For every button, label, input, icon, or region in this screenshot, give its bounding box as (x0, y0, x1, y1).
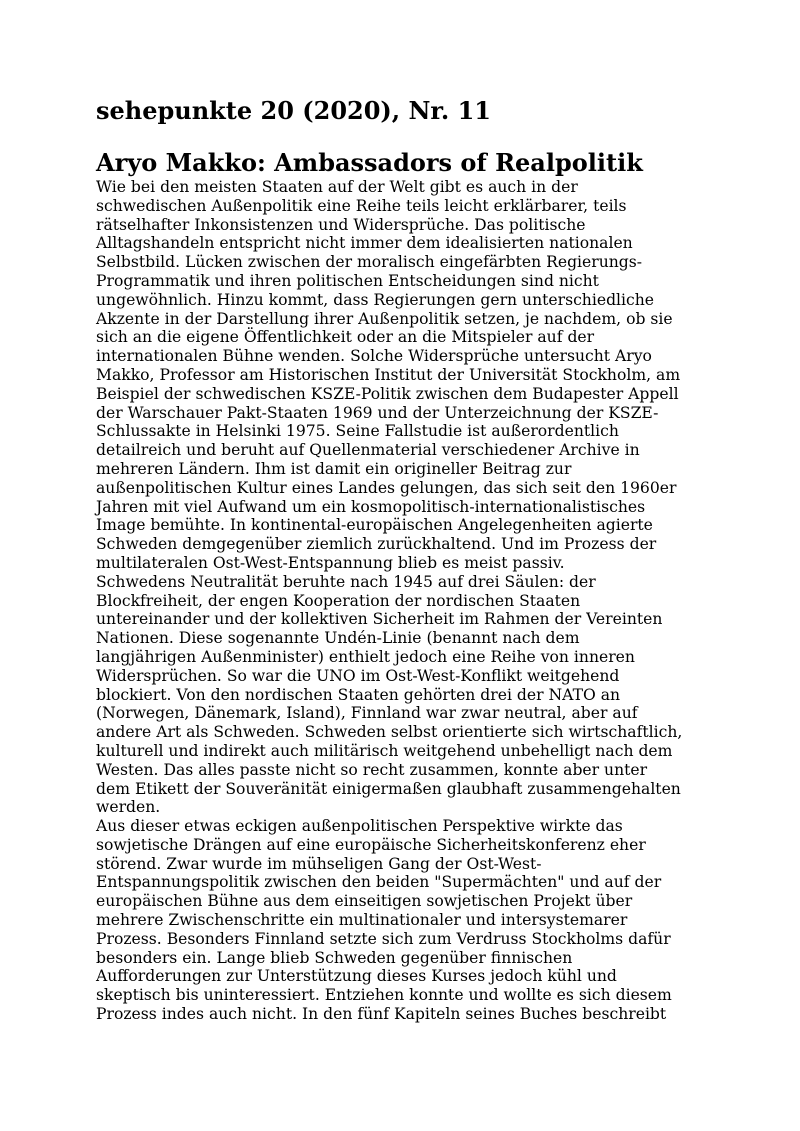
paragraph-line: Entspannungspolitik zwischen den beiden "Supermächten" und auf der (96, 873, 662, 892)
paragraph-line: multilateralen Ost-West-Entspannung blieb es meist passiv. (96, 553, 565, 572)
paragraph-line: skeptisch bis uninteressiert. Entziehen konnte und wollte es sich diesem (96, 986, 672, 1005)
paragraph-line: mehreren Ländern. Ihm ist damit ein origineller Beitrag zur (96, 459, 572, 478)
paragraph-line: besonders ein. Lange blieb Schweden gegenüber finnischen (96, 948, 573, 967)
paragraph-line: Selbstbild. Lücken zwischen der moralisch eingefärbten Regierungs- (96, 253, 643, 272)
paragraph-line: Schlussakte in Helsinki 1975. Seine Fallstudie ist außerordentlich (96, 422, 619, 441)
article-body (96, 178, 708, 1024)
paragraph-line: andere Art als Schweden. Schweden selbst orientierte sich wirtschaftlich, (96, 723, 683, 742)
paragraph-line: störend. Zwar wurde im mühseligen Gang der Ost-West- (96, 854, 542, 873)
paragraph-line: europäischen Bühne aus dem einseitigen sowjetischen Projekt über (96, 892, 633, 911)
paragraph-line: Prozess. Besonders Finnland setzte sich zum Verdruss Stockholms dafür (96, 929, 671, 948)
paragraph-line: blockiert. Von den nordischen Staaten gehörten drei der NATO an (96, 685, 621, 704)
paragraph-line: Schweden demgegenüber ziemlich zurückhaltend. Und im Prozess der (96, 535, 657, 554)
document-page (96, 96, 708, 1024)
paragraph-line: Jahren mit viel Aufwand um ein kosmopolitisch-internationalistisches (96, 497, 646, 516)
paragraph-line: (Norwegen, Dänemark, Island), Finnland war zwar neutral, aber auf (96, 704, 638, 723)
article-paragraph (96, 817, 708, 1024)
paragraph-line: außenpolitischen Kultur eines Landes gelungen, das sich seit den 1960er (96, 478, 677, 497)
paragraph-line: Wie bei den meisten Staaten auf der Welt gibt es auch in der (96, 178, 578, 196)
paragraph-line: Westen. Das alles passte nicht so recht zusammen, konnte aber unter (96, 760, 648, 779)
article-paragraph (96, 573, 708, 817)
paragraph-line: Aus dieser etwas eckigen außenpolitischen Perspektive wirkte das (96, 817, 623, 836)
paragraph-line: Image bemühte. In kontinental-europäischen Angelegenheiten agierte (96, 516, 653, 535)
paragraph-line: Schwedens Neutralität beruhte nach 1945 auf drei Säulen: der (96, 572, 596, 591)
paragraph-line: ungewöhnlich. Hinzu kommt, dass Regierungen gern unterschiedliche (96, 290, 655, 309)
paragraph-line: Akzente in der Darstellung ihrer Außenpolitik setzen, je nachdem, ob sie (96, 309, 673, 328)
paragraph-line: der Warschauer Pakt-Staaten 1969 und der Unterzeichnung der KSZE- (96, 403, 659, 422)
paragraph-line: dem Etikett der Souveränität einigermaßen glaubhaft zusammengehalten (96, 779, 681, 798)
paragraph-line: langjährigen Außenminister) enthielt jedoch eine Reihe von inneren (96, 647, 635, 666)
paragraph-line: kulturell und indirekt auch militärisch weitgehend unbehelligt nach dem (96, 741, 673, 760)
paragraph-line: sich an die eigene Öffentlichkeit oder an die Mitspieler auf der (96, 328, 595, 347)
paragraph-line: Makko, Professor am Historischen Institut der Universität Stockholm, am (96, 365, 681, 384)
paragraph-line: schwedischen Außenpolitik eine Reihe teils leicht erklärbarer, teils (96, 196, 627, 215)
paragraph-line: Prozess indes auch nicht. In den fünf Kapiteln seines Buches beschreibt (96, 1005, 667, 1024)
paragraph-line: Blockfreiheit, der engen Kooperation der nordischen Staaten (96, 591, 581, 610)
paragraph-line: Programmatik und ihren politischen Entscheidungen sind nicht (96, 271, 599, 290)
paragraph-line: Beispiel der schwedischen KSZE-Politik zwischen dem Budapester Appell (96, 384, 679, 403)
paragraph-line: internationalen Bühne wenden. Solche Widersprüche untersucht Aryo (96, 347, 652, 366)
article-title: Aryo Makko: Ambassadors of Realpolitik (96, 148, 643, 177)
paragraph-line: detailreich und beruht auf Quellenmaterial verschiedener Archive in (96, 441, 640, 460)
paragraph-line: sowjetische Drängen auf eine europäische Sicherheitskonferenz eher (96, 835, 646, 854)
paragraph-line: mehrere Zwischenschritte ein multinationaler und intersystemarer (96, 911, 628, 930)
paragraph-line: Alltagshandeln entspricht nicht immer dem idealisierten nationalen (96, 234, 633, 253)
paragraph-line: werden. (96, 798, 161, 817)
paragraph-line: untereinander und der kollektiven Sicherheit im Rahmen der Vereinten (96, 610, 663, 629)
paragraph-line: rätselhafter Inkonsistenzen und Widersprüche. Das politische (96, 215, 586, 234)
journal-title: sehepunkte 20 (2020), Nr. 11 (96, 96, 491, 125)
article-paragraph (96, 178, 708, 573)
paragraph-line: Widersprüchen. So war die UNO im Ost-West-Konflikt weitgehend (96, 666, 620, 685)
paragraph-line: Aufforderungen zur Unterstützung dieses Kurses jedoch kühl und (96, 967, 617, 986)
paragraph-line: Nationen. Diese sogenannte Undén-Linie (benannt nach dem (96, 629, 580, 648)
